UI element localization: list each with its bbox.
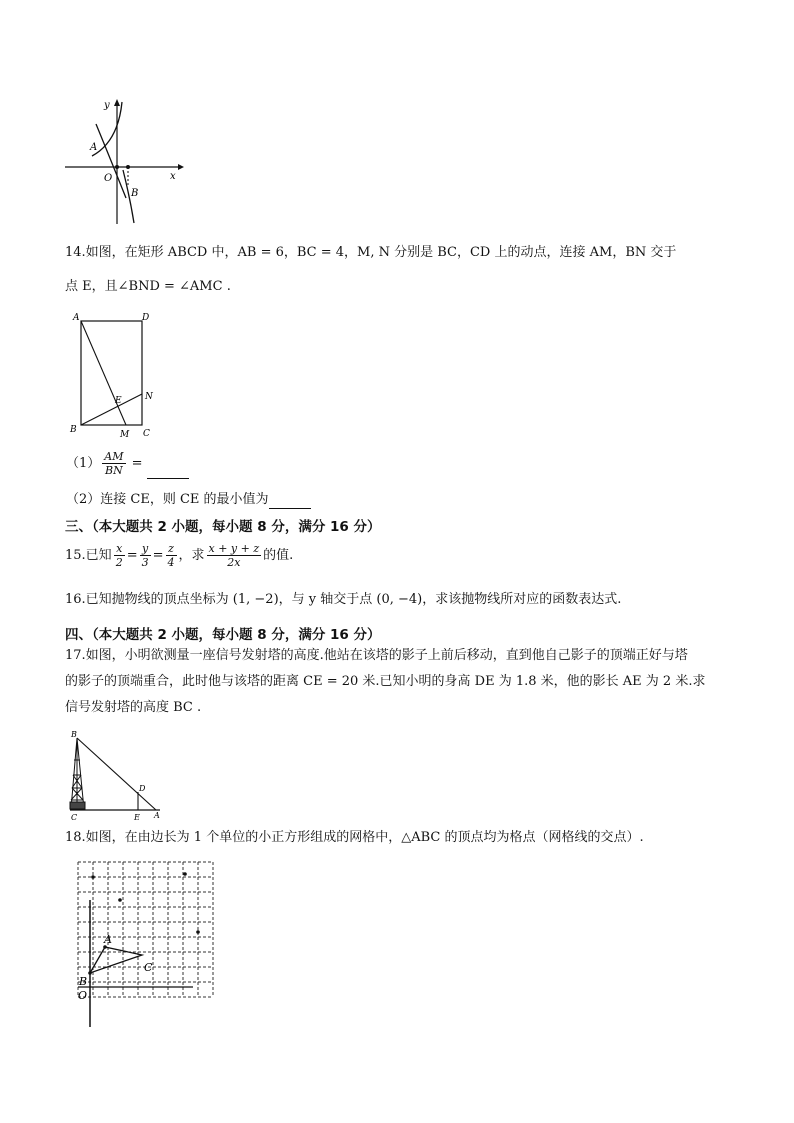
label-E: E — [134, 813, 140, 822]
point-dot — [126, 165, 130, 169]
q14-sub2-text: （2）连接 CE，则 CE 的最小值为 — [66, 492, 269, 507]
sun-ray-line — [77, 738, 156, 810]
fraction-sum — [207, 542, 262, 569]
fraction-y-3 — [140, 542, 151, 569]
label-B: B — [71, 730, 77, 739]
fraction-den: 2 — [115, 556, 123, 569]
q14-line2: 点 E，且∠BND = ∠AMC . — [65, 279, 231, 294]
triangle-abc — [90, 947, 142, 973]
section-3-title: 三、（本大题共 2 小题，每小题 8 分，满分 16 分） — [65, 519, 381, 535]
segment-bn — [81, 394, 142, 425]
label-C: C — [144, 961, 153, 974]
fraction-num: x + y + z — [208, 542, 260, 555]
figure-grid-triangle — [68, 855, 220, 1030]
q15-prefix: 15.已知 — [65, 548, 112, 563]
label-C: C — [143, 429, 150, 439]
label-D: D — [139, 784, 146, 793]
label-y: y — [104, 100, 110, 111]
fraction-den: 4 — [167, 556, 175, 569]
fraction-num: y — [140, 542, 151, 556]
q17-line3: 信号发射塔的高度 BC . — [65, 700, 202, 715]
answer-blank-1[interactable] — [147, 466, 189, 479]
label-B: B — [70, 425, 77, 435]
label-A: A — [90, 142, 98, 153]
fraction-x-2 — [114, 542, 125, 569]
label-B: B — [131, 188, 139, 199]
figure-signal-tower — [68, 730, 168, 822]
y-axis-arrow — [114, 99, 120, 106]
fraction-den: 3 — [141, 556, 149, 569]
q14-sub1-eq: = — [131, 456, 143, 471]
q15-mid: ，求 — [178, 548, 205, 563]
label-B: B — [79, 975, 88, 988]
label-N: N — [145, 392, 153, 402]
q18: 18.如图，在由边长为 1 个单位的小正方形组成的网格中，△ABC 的顶点均为格点（网格线的交点）. — [65, 830, 644, 845]
line-through-points — [96, 124, 126, 198]
fraction-num: z — [166, 542, 177, 556]
fraction-z-4 — [166, 542, 177, 569]
tower-icon — [70, 738, 85, 809]
q14-line1: 14.如图，在矩形 ABCD 中，AB = 6，BC = 4，M, N 分别是 BC，CD 上的动点，连接 AM，BN 交于 — [65, 245, 677, 260]
fraction-num: x — [114, 542, 125, 556]
segment-am — [81, 321, 126, 425]
fraction-num: AM — [104, 450, 124, 463]
section-4-title: 四、（本大题共 2 小题，每小题 8 分，满分 16 分） — [65, 627, 381, 643]
q16: 16.已知抛物线的顶点坐标为 (1, −2)，与 y 轴交于点 (0, −4)，求该抛物线所对应的函数表达式. — [65, 592, 622, 607]
label-D: D — [142, 313, 150, 323]
label-O: O — [78, 989, 88, 1002]
eq-sign: = — [152, 548, 164, 563]
label-A: A — [154, 811, 160, 820]
q14-sub2 — [66, 491, 311, 509]
label-C: C — [71, 813, 78, 822]
label-x: x — [170, 171, 176, 182]
origin-dot — [115, 165, 119, 169]
fraction-den: 2x — [227, 556, 241, 569]
label-E: E — [115, 396, 122, 406]
q15 — [65, 540, 293, 572]
fraction-am-bn — [102, 450, 125, 477]
label-A: A — [73, 313, 80, 323]
figure-hyperbola-graph — [60, 98, 185, 228]
q15-suffix: 的值. — [263, 548, 294, 563]
q17-line1: 17.如图，小明欲测量一座信号发射塔的高度.他站在该塔的影子上前后移动，直到他自己影子的顶端正好与塔 — [65, 648, 688, 663]
fraction-den: BN — [105, 464, 123, 477]
label-M: M — [120, 430, 130, 440]
q14-sub1 — [66, 449, 189, 479]
grid-lines — [78, 862, 213, 997]
answer-blank-2[interactable] — [269, 496, 311, 509]
eq-sign: = — [126, 548, 138, 563]
x-axis-arrow — [178, 164, 184, 170]
label-A: A — [104, 933, 112, 946]
q14-sub1-prefix: （1） — [66, 456, 101, 471]
figure-rectangle-abcd — [68, 310, 160, 440]
q17-line2: 的影子的顶端重合，此时他与该塔的距离 CE = 20 米.已知小明的身高 DE 为 1.8 米，他的影长 AE 为 2 米.求 — [65, 674, 706, 689]
label-O: O — [104, 173, 113, 184]
